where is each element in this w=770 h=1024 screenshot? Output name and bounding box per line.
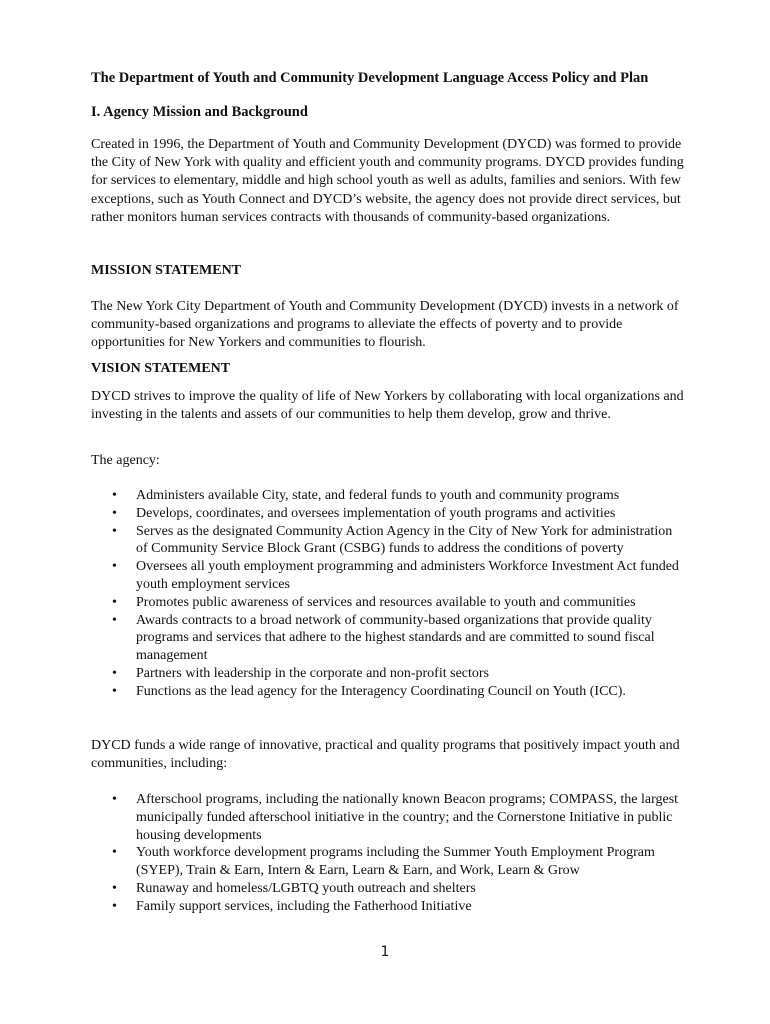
agency-intro: The agency: (91, 453, 160, 468)
list-item: • Partners with leadership in the corporate and non-profit sectors (112, 665, 687, 683)
intro-paragraph: Created in 1996, the Department of Youth and Community Development (DYCD) was formed to provide the City of New York with quality and efficient youth and community programs. DYCD provides funding for services to elementary, middle and high school youth as well as adults, families and seniors. With few exceptions, such as Youth Connect and DYCD’s website, the agency does not provide direct services, but rather monitors human services contracts with thousands of community-based organizations. (91, 137, 684, 225)
programs-list (112, 791, 687, 916)
agency-functions-list (112, 487, 687, 701)
vision-text: DYCD strives to improve the quality of life of New Yorkers by collaborating with local organizations and investing in the talents and assets of our communities to help them develop, grow and thrive. (91, 389, 684, 423)
funds-paragraph: DYCD funds a wide range of innovative, practical and quality programs that positively impact youth and communities, including: (91, 738, 680, 772)
list-item: • Awards contracts to a broad network of community-based organizations that provide quality programs and services that adhere to the highest standards and are committed to sound fiscal management (112, 612, 687, 665)
document-title: The Department of Youth and Community Development Language Access Policy and Plan (91, 70, 649, 86)
list-item: • Afterschool programs, including the nationally known Beacon programs; COMPASS, the largest municipally funded afterschool initiative in the country; and the Cornerstone Initiative in public housing developments (112, 791, 687, 844)
list-item: • Family support services, including the Fatherhood Initiative (112, 898, 687, 916)
vision-heading: VISION STATEMENT (91, 361, 231, 376)
list-item: • Youth workforce development programs including the Summer Youth Employment Program (SYEP), Train & Earn, Intern & Earn, Learn & Earn, and Work, Learn & Grow (112, 844, 687, 880)
list-item: • Develops, coordinates, and oversees implementation of youth programs and activities (112, 505, 687, 523)
list-item: • Runaway and homeless/LGBTQ youth outreach and shelters (112, 880, 687, 898)
list-item: • Functions as the lead agency for the Interagency Coordinating Council on Youth (ICC). (112, 683, 687, 701)
page-number: 1 (380, 944, 390, 960)
mission-text: The New York City Department of Youth and Community Development (DYCD) invests in a network of community-based organizations and programs to alleviate the effects of poverty and to provide opportunities for New Yorkers and communities to flourish. (91, 299, 679, 351)
section-heading-mission-background: I. Agency Mission and Background (91, 104, 308, 120)
list-item: • Administers available City, state, and federal funds to youth and community programs (112, 487, 687, 505)
list-item: • Promotes public awareness of services and resources available to youth and communities (112, 594, 687, 612)
mission-heading: MISSION STATEMENT (91, 263, 242, 278)
list-item: • Oversees all youth employment programming and administers Workforce Investment Act funded youth employment services (112, 558, 687, 594)
list-item: • Serves as the designated Community Action Agency in the City of New York for administration of Community Service Block Grant (CSBG) funds to address the conditions of poverty (112, 523, 687, 559)
